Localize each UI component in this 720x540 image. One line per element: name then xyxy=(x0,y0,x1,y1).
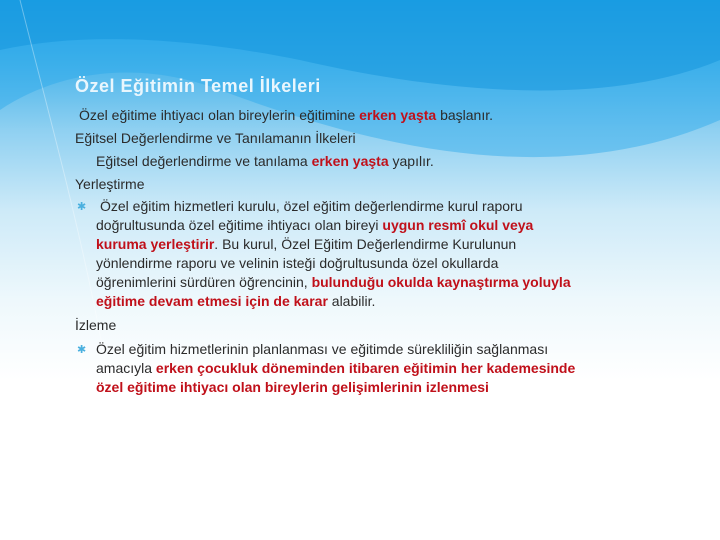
bullet-icon: ✱ xyxy=(77,344,87,356)
heading-monitoring: İzleme xyxy=(75,317,117,333)
monitoring-paragraph xyxy=(96,340,656,397)
monitoring-highlight-2: özel eğitime ihtiyacı olan bireylerin gelişimlerinin izlenmesi xyxy=(96,379,489,395)
placement-line-1: Özel eğitim hizmetleri kurulu, özel eğitim değerlendirme kurul raporu xyxy=(100,198,523,214)
placement-text: doğrultusunda özel eğitime ihtiyacı olan bireyi xyxy=(96,217,383,233)
intro-line xyxy=(79,107,493,123)
placement-paragraph xyxy=(96,197,656,311)
evaluation-text-end: yapılır. xyxy=(388,153,434,169)
monitoring-highlight: erken çocukluk döneminden itibaren eğitimin her kademesinde xyxy=(155,360,576,376)
intro-highlight: erken yaşta xyxy=(359,107,437,123)
placement-text-4: alabilir. xyxy=(327,293,376,309)
placement-highlight-2: kuruma yerleştirir xyxy=(96,236,215,252)
monitoring-line-3 xyxy=(96,378,656,397)
heading-evaluation: Eğitsel Değerlendirme ve Tanılamanın İlkeleri xyxy=(75,130,356,146)
monitoring-line-2 xyxy=(96,359,656,378)
placement-line-6 xyxy=(96,292,656,311)
placement-highlight: uygun resmî okul veya xyxy=(382,217,534,233)
evaluation-line xyxy=(96,153,434,169)
bullet-icon: ✱ xyxy=(77,201,87,213)
heading-placement: Yerleştirme xyxy=(75,176,145,192)
monitoring-line-1: Özel eğitim hizmetlerinin planlanması ve eğitimde sürekliliğin sağlanması xyxy=(96,341,549,357)
intro-text: Özel eğitime ihtiyacı olan bireylerin eğitimine xyxy=(79,107,360,123)
monitoring-text: amacıyla xyxy=(96,360,156,376)
evaluation-text: Eğitsel değerlendirme ve tanılama xyxy=(96,153,312,169)
slide-title: Özel Eğitimin Temel İlkeleri xyxy=(75,76,321,96)
evaluation-highlight: erken yaşta xyxy=(311,153,389,169)
placement-text-3: öğrenimlerini sürdüren öğrencinin, xyxy=(96,274,312,290)
placement-highlight-3: bulunduğu okulda kaynaştırma yoluyla xyxy=(311,274,571,290)
placement-line-4: yönlendirme raporu ve velinin isteği doğrultusunda özel okullarda xyxy=(96,255,499,271)
placement-line-2 xyxy=(96,216,656,235)
intro-text-end: başlanır. xyxy=(436,107,494,123)
placement-text-2: . Bu kurul, Özel Eğitim Değerlendirme Kurulunun xyxy=(214,236,517,252)
placement-line-5 xyxy=(96,273,656,292)
placement-highlight-4: eğitime devam etmesi için de karar xyxy=(96,293,328,309)
placement-line-3 xyxy=(96,235,656,254)
